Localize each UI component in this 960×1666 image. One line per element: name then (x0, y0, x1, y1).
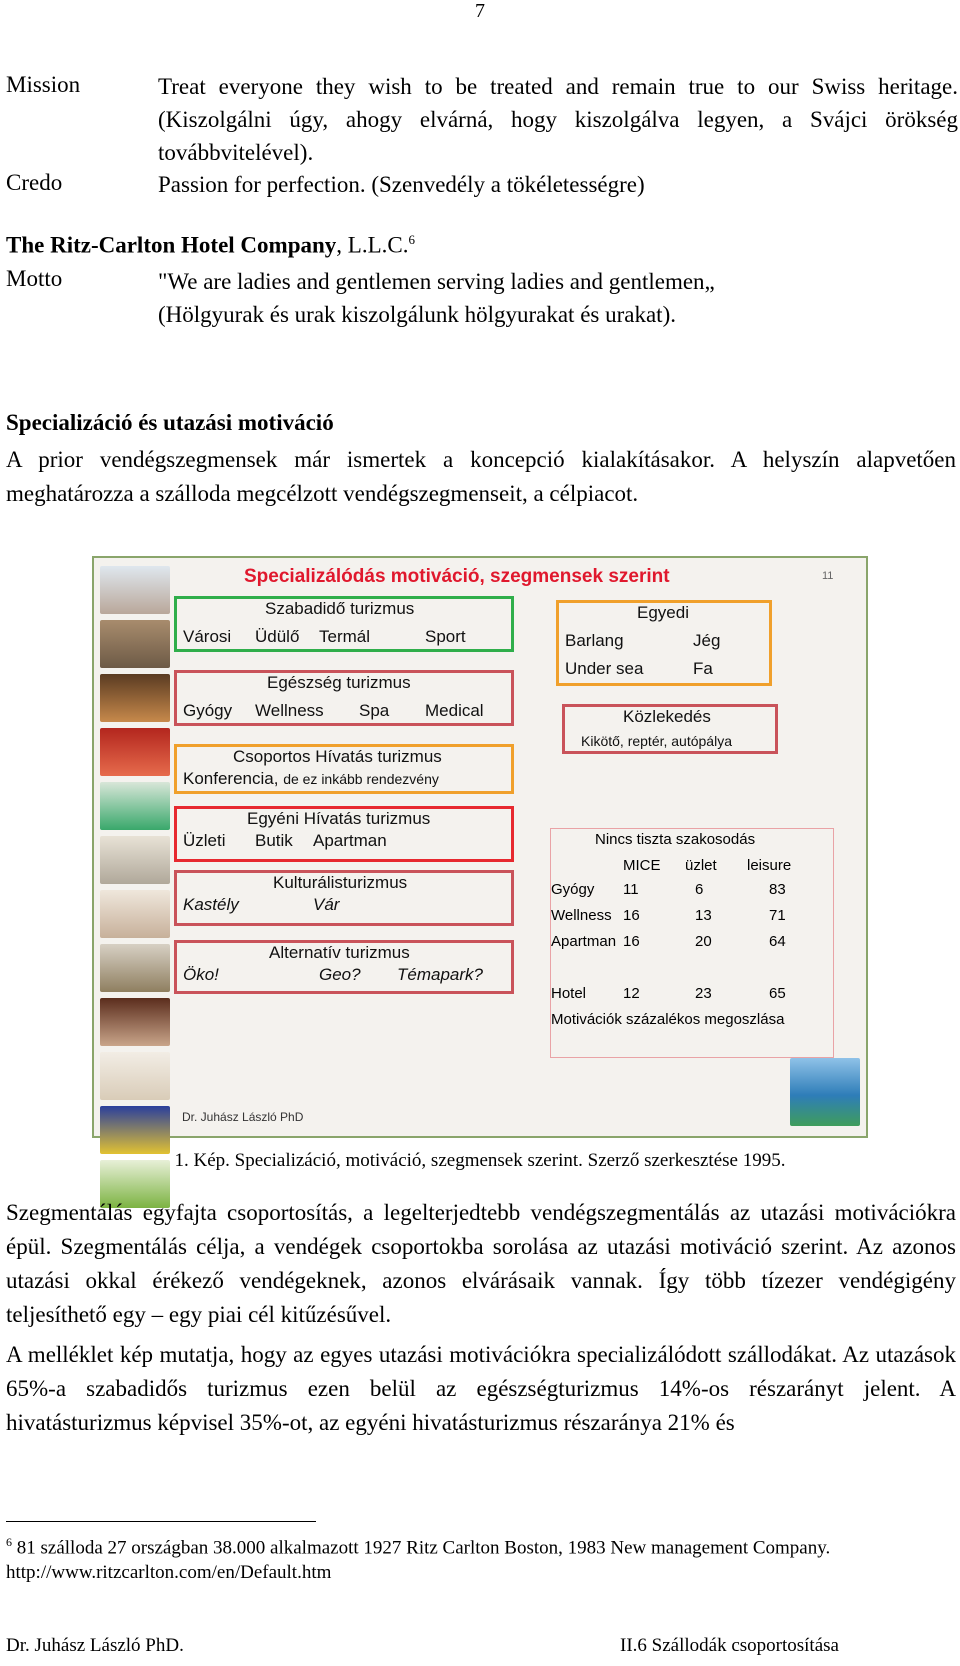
table-cell: 6 (695, 881, 704, 898)
table-cell: 83 (769, 881, 786, 898)
unique-box (556, 600, 772, 686)
paragraph-2: A melléklet kép mutatja, hogy az egyes utazási motivációkra specializálódott szállodákat. Az utazások 65%-a szabadidős turizmus ezen belül az egészségturizmus 14%-os részarányt jelent. A hivatásturizmus képvisel 35%-ot, az egyéni hivatásturizmus részaránya 21% és (6, 1342, 956, 1435)
health-item: Gyógy (183, 701, 233, 720)
figure-title: Specializálódás motiváció, szegmensek szerint (244, 566, 670, 587)
individual-item: Butik (255, 831, 293, 850)
individual-business-title: Egyéni Hívatás turizmus (247, 809, 431, 828)
health-title: Egészség turizmus (267, 673, 411, 692)
alternative-title: Alternatív turizmus (269, 943, 410, 962)
table-row-label: Gyógy (551, 881, 595, 898)
table-cell: 23 (695, 985, 712, 1002)
group-business-line (183, 769, 439, 789)
group-business-box (174, 744, 514, 794)
company-heading (6, 232, 415, 259)
table-cell: 71 (769, 907, 786, 924)
bell-photo (100, 944, 170, 992)
table-row-label: Apartman (551, 933, 617, 950)
table-cell: 16 (623, 933, 640, 950)
credo-text: Passion for perfection. (Szenvedély a tökéletességre) (158, 172, 645, 197)
table-cell: 64 (769, 933, 786, 950)
unique-item: Under sea (565, 659, 644, 678)
health-box (174, 670, 514, 726)
table-cell: 13 (695, 907, 712, 924)
table-cell: 65 (769, 985, 786, 1002)
leisure-item: Termál (319, 627, 371, 646)
footer-section: II.6 Szállodák csoportosítása (620, 1635, 839, 1656)
section-heading: Specializáció és utazási motiváció (6, 410, 334, 435)
individual-business-box (174, 806, 514, 862)
cleaning-cart-photo (100, 1106, 170, 1154)
health-item: Spa (359, 701, 390, 720)
table-row-label: Wellness (551, 907, 612, 924)
individual-item: Apartman (313, 831, 387, 850)
table-cell: 12 (623, 985, 640, 1002)
health-item: Wellness (255, 701, 324, 720)
leisure-item: Üdülő (255, 627, 300, 646)
figure-slide (92, 556, 868, 1138)
table-footer: Motivációk százalékos megoszlása (551, 1011, 785, 1028)
transport-title: Közlekedés (623, 707, 711, 726)
alternative-item: Geo? (319, 965, 361, 984)
table-row-label: Hotel (551, 985, 587, 1002)
section-text: A prior vendégszegmensek már ismertek a koncepció kialakításakor. A helyszín alapvetően meghatározza a szálloda megcélzott vendégszegmenseit, a célpiacot. (6, 447, 956, 506)
culture-box (174, 870, 514, 926)
credo-label: Credo (6, 170, 63, 195)
table-title: Nincs tiszta szakosodás (595, 831, 756, 848)
motto-line1: "We are ladies and gentlemen serving ladies and gentlemen„ (158, 269, 715, 294)
motto-line2: (Hölgyurak és urak kiszolgálunk hölgyurakat és urakat). (158, 302, 676, 327)
leisure-box (174, 596, 514, 652)
portrait-photo (100, 566, 170, 614)
footnote-number: 6 (6, 1535, 12, 1549)
room-photo (100, 998, 170, 1046)
staff-photo (100, 836, 170, 884)
photo-strip (100, 566, 174, 1214)
table-cell: 11 (623, 881, 639, 898)
figure-caption: 1. Kép. Specializáció, motiváció, szegmensek szerint. Szerző szerkesztése 1995. (174, 1150, 786, 1171)
alternative-box (174, 940, 514, 994)
motivation-table (550, 828, 834, 1058)
culture-item: Vár (313, 895, 340, 914)
page-number: 7 (475, 0, 485, 22)
leisure-item: Városi (183, 627, 232, 646)
table-header: MICE (623, 857, 661, 874)
footnote-text: 81 szálloda 27 országban 38.000 alkalmazott 1927 Ritz Carlton Boston, 1983 New management Company. (12, 1537, 831, 1559)
motto-label: Motto (6, 266, 63, 291)
health-item: Medical (425, 701, 484, 720)
unique-title: Egyedi (637, 603, 689, 622)
hotel-photo (100, 620, 170, 668)
table-cell: 16 (623, 907, 640, 924)
unique-item: Fa (693, 659, 713, 678)
leisure-title: Szabadidő turizmus (265, 599, 415, 618)
slide-number: 11 (822, 570, 834, 582)
lobby-photo (100, 674, 170, 722)
table-header: üzlet (685, 857, 717, 874)
bar-photo (100, 728, 170, 776)
alternative-item: Témapark? (397, 965, 483, 984)
bed-photo (100, 1052, 170, 1100)
culture-item: Kastély (183, 895, 239, 914)
culture-title: Kulturálisturizmus (273, 873, 408, 892)
unique-item: Barlang (565, 631, 624, 650)
table-cell: 20 (695, 933, 712, 950)
transport-box (562, 704, 778, 754)
company-suffix: , L.L.C. (336, 232, 409, 258)
conference-label: Konferencia, (183, 769, 279, 788)
table-header: leisure (747, 857, 792, 874)
alternative-item: Öko! (183, 965, 219, 984)
company-name: The Ritz-Carlton Hotel Company (6, 232, 337, 258)
mission-label: Mission (6, 72, 81, 97)
footnote-divider (6, 1521, 316, 1522)
leisure-item: Sport (425, 627, 466, 646)
footer-author: Dr. Juhász László PhD. (6, 1635, 184, 1656)
resort-photo (790, 1058, 860, 1126)
unique-item: Jég (693, 631, 721, 650)
group-business-title: Csoportos Hívatás turizmus (233, 747, 442, 766)
conference-note: de ez inkább rendezvény (283, 771, 439, 787)
paragraph-1: Szegmentálás egyfajta csoportosítás, a legelterjedtebb vendégszegmentálás az utazási motivációkra épül. Szegmentálás célja, a vendégek csoportokba sorolása az utazási motiváció szerint. Az azonos utazási okkal érékező vendégeknek, azonos elvárásaik vannak. Így több tízezer vendégigény teljesíthető egy – egy piai cél kitűzésűvel. (6, 1200, 956, 1327)
footnote-ref: 6 (408, 232, 415, 247)
reception-photo (100, 782, 170, 830)
transport-line: Kikötő, reptér, autópálya (581, 733, 732, 749)
footnote (6, 1530, 956, 1585)
hands-photo (100, 890, 170, 938)
individual-item: Üzleti (183, 831, 226, 850)
figure-author: Dr. Juhász László PhD (182, 1110, 304, 1124)
mission-text: Treat everyone they wish to be treated and remain true to our Swiss heritage. (Kiszolgálni úgy, ahogy elvárná, hogy kiszolgálva legyen, a Svájci örökség továbbvitelével). (158, 74, 958, 165)
footnote-link[interactable]: http://www.ritzcarlton.com/en/Default.htm (6, 1562, 332, 1584)
